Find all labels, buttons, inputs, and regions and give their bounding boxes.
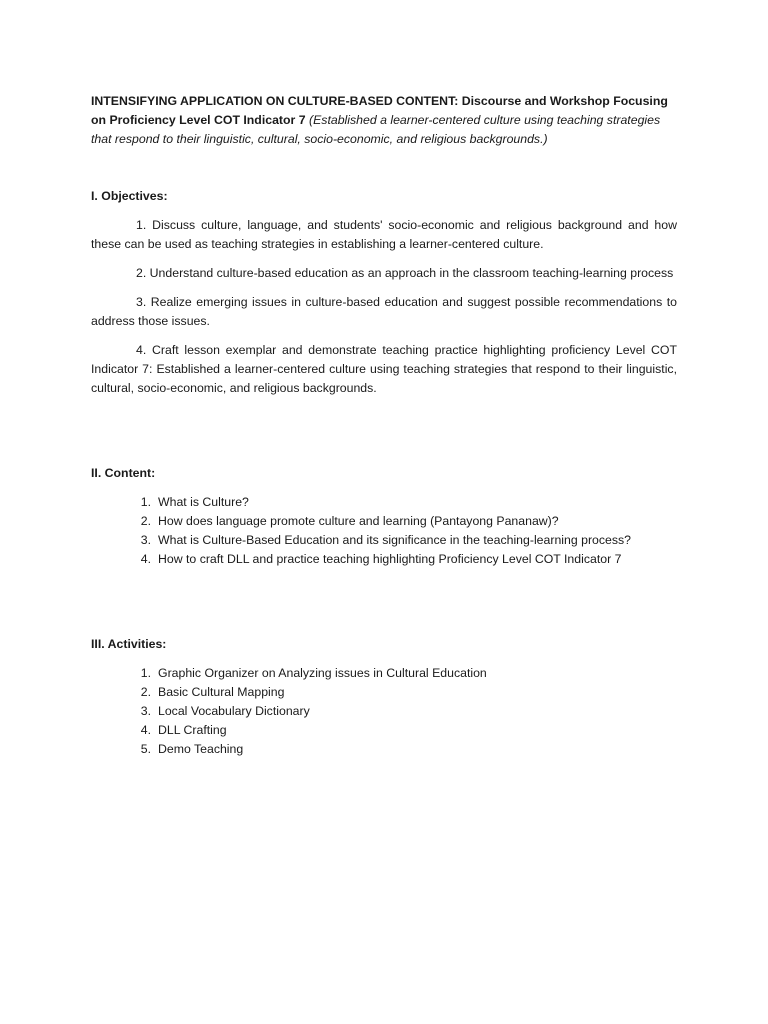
list-item: 5. Demo Teaching [140,742,244,756]
document-title [91,92,677,149]
objectives-heading: I. Objectives: [91,189,168,203]
list-item: 4. DLL Crafting [140,723,227,737]
title-italic-text: (Established a learner-centered culture using teaching strategies that respond to their linguistic, cultural, socio-economic, and religious backgrounds.) [91,113,661,146]
list-item: 1. Graphic Organizer on Analyzing issues in Cultural Education [140,666,487,680]
document-page [91,92,677,759]
title-bold-text: INTENSIFYING APPLICATION ON CULTURE-BASED CONTENT: Discourse and Workshop Focusing on Proficiency Level COT Indicator 7 [91,94,668,127]
list-item: 3. What is Culture-Based Education and its significance in the teaching-learning process? [140,533,632,547]
activities-list [91,664,677,759]
objective-item-4: 4. Craft lesson exemplar and demonstrate teaching practice highlighting proficiency Level COT Indicator 7: Established a learner-centered culture using teaching strategies that respond to their linguistic, cultural, socio-economic, and religious backgrounds. [91,343,677,395]
list-item: 1. What is Culture? [140,495,249,509]
list-item: 2. Basic Cultural Mapping [140,685,285,699]
content-list [91,493,677,569]
objective-item-1: 1. Discuss culture, language, and students' socio-economic and religious background and how these can be used as teaching strategies in establishing a learner-centered culture. [91,218,677,251]
activities-heading: III. Activities: [91,637,167,651]
objective-item-2: 2. Understand culture-based education as an approach in the classroom teaching-learning process [136,266,674,280]
objective-item-3: 3. Realize emerging issues in culture-based education and suggest possible recommendations to address those issues. [91,295,677,328]
content-heading: II. Content: [91,466,156,480]
list-item: 4. How to craft DLL and practice teaching highlighting Proficiency Level COT Indicator 7 [140,552,622,566]
list-item: 3. Local Vocabulary Dictionary [140,704,310,718]
list-item: 2. How does language promote culture and learning (Pantayong Pananaw)? [140,514,559,528]
